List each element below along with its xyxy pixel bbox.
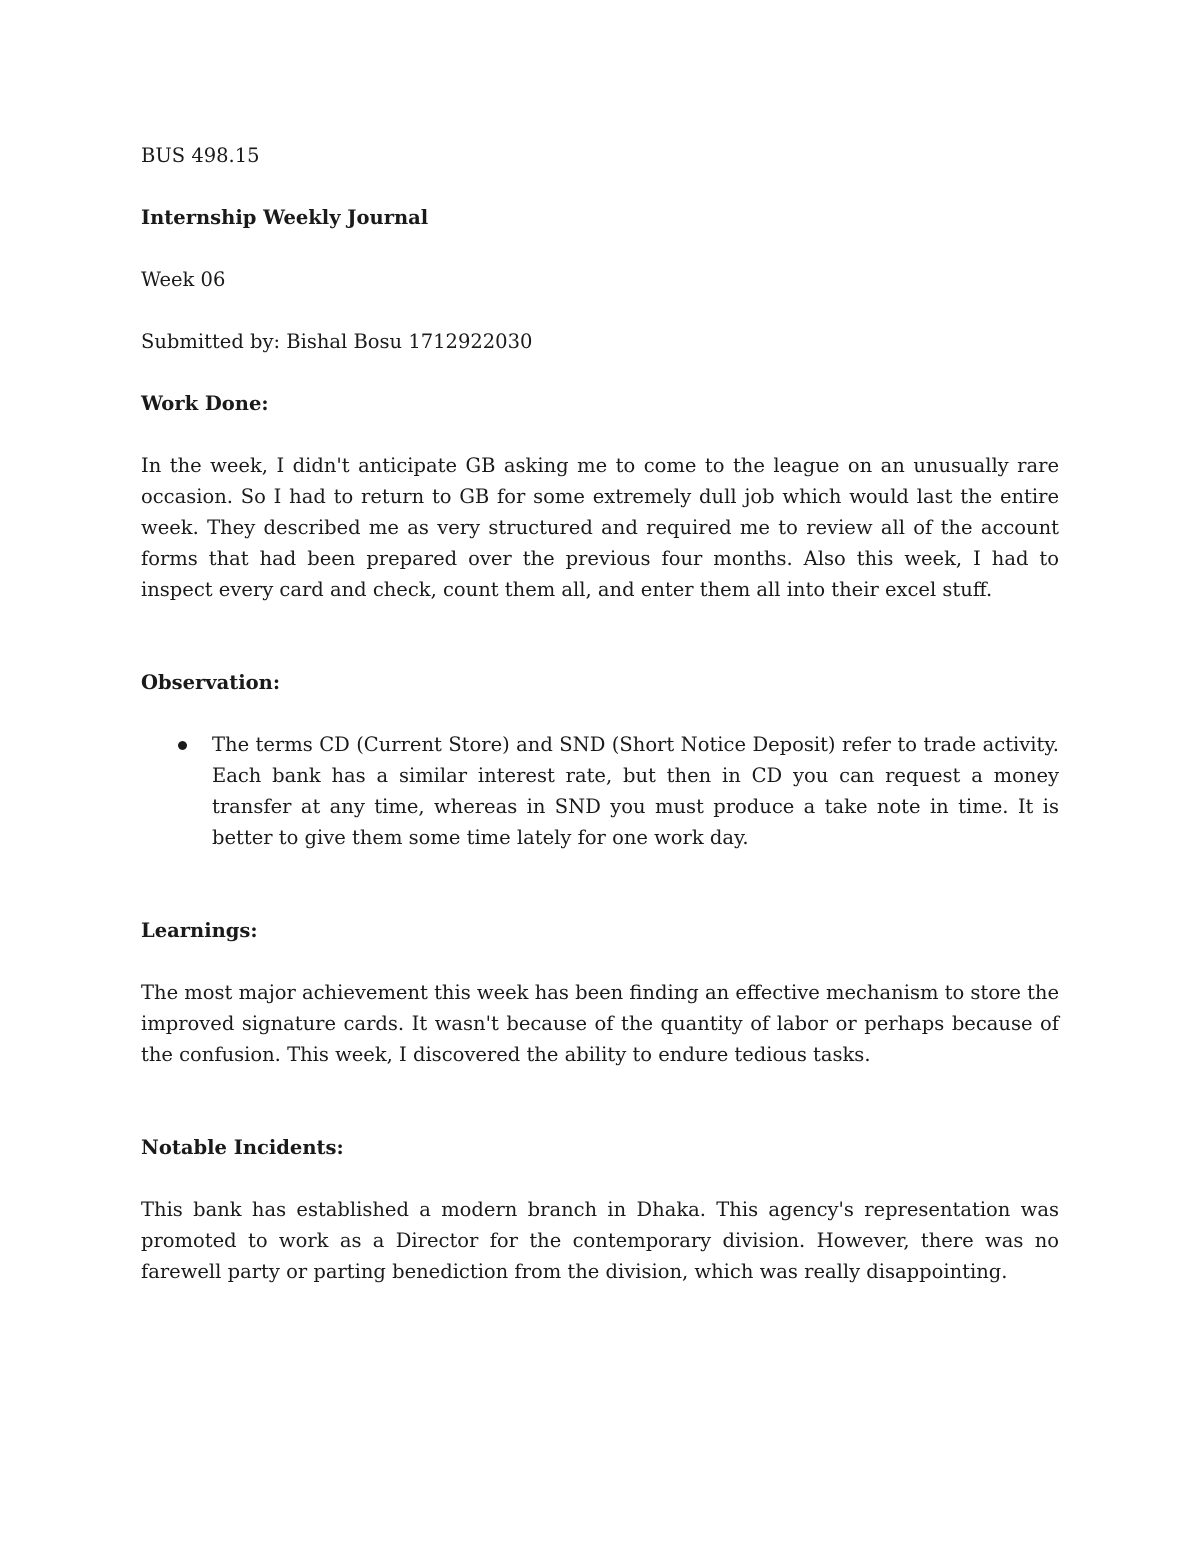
learnings-body: The most major achievement this week has been finding an effective mechanism to store the improved signature cards. It wasn't because of the quantity of labor or perhaps because of the confusion. This week, I discovered the ability to endure tedious tasks. [141,981,1059,1066]
document-title: Internship Weekly Journal [141,206,429,229]
list-item [141,729,1059,853]
notable-incidents-body: This bank has established a modern branch in Dhaka. This agency's representation was promoted to work as a Director for the contemporary division. However, there was no farewell party or parting benediction from the division, which was really disappointing. [141,1198,1059,1283]
learnings-heading: Learnings: [141,919,258,942]
observation-list [141,729,1059,853]
work-done-heading: Work Done: [141,392,269,415]
observation-heading: Observation: [141,671,281,694]
bullet-icon [178,741,187,750]
course-code: BUS 498.15 [141,144,260,167]
notable-incidents-heading: Notable Incidents: [141,1136,344,1159]
submitted-by: Submitted by: Bishal Bosu 1712922030 [141,330,533,353]
week-label: Week 06 [141,268,226,291]
document-page [141,140,1059,1287]
work-done-body: In the week, I didn't anticipate GB asking me to come to the league on an unusually rare occasion. So I had to return to GB for some extremely dull job which would last the entire week. They described me as very structured and required me to review all of the account forms that had been prepared over the previous four months. Also this week, I had to inspect every card and check, count them all, and enter them all into their excel stuff. [141,454,1059,601]
observation-item-text: The terms CD (Current Store) and SND (Short Notice Deposit) refer to trade activity. Each bank has a similar interest rate, but then in CD you can request a money transfer at any time, whereas in SND you must produce a take note in time. It is better to give them some time lately for one work day. [212,733,1059,849]
